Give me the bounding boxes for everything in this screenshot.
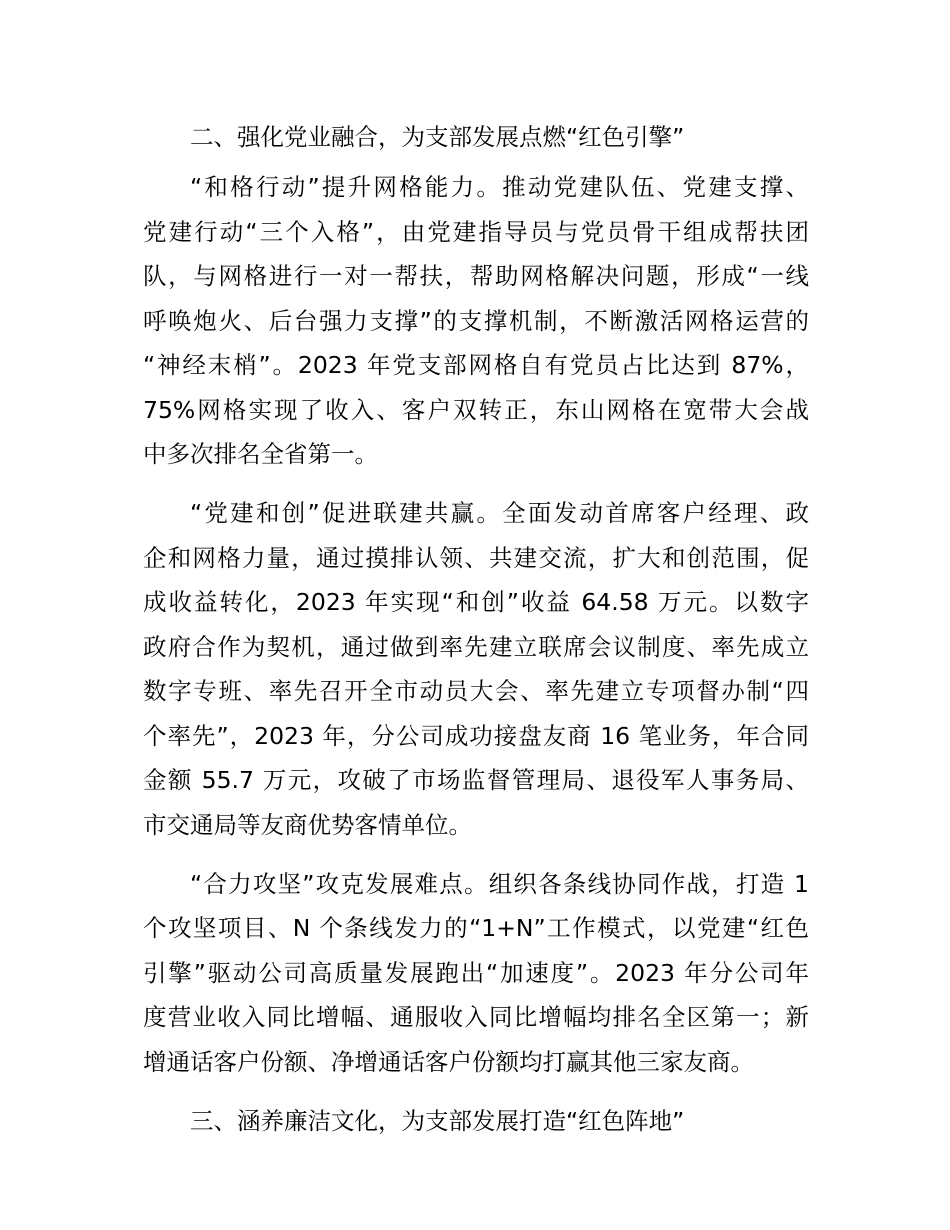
text-line: “合力攻坚”攻克发展难点。组织各条线协同作战，打造 1 xyxy=(190,869,809,898)
text-line: 呼唤炮火、后台强力支撑”的支撑机制，不断激活网格运营的 xyxy=(143,306,809,335)
text-line: 市交通局等友商优势客情单位。 xyxy=(143,810,472,839)
section-heading-3: 三、涵养廉洁文化，为支部发展打造“红色阵地” xyxy=(190,1106,685,1135)
text-line: 增通话客户份额、净增通话客户份额均打赢其他三家友商。 xyxy=(143,1047,754,1076)
text-line: 75%网格实现了收入、客户双转正，东山网格在宽带大会战 xyxy=(143,395,809,424)
text-line: 中多次排名全省第一。 xyxy=(143,440,378,468)
text-line: 成收益转化，2023 年实现“和创”收益 64.58 万元。以数字 xyxy=(143,588,809,616)
paragraph-party-building-cocreation xyxy=(143,491,809,847)
text-line: 队，与网格进行一对一帮扶，帮助网格解决问题，形成“一线 xyxy=(143,262,809,290)
text-line: “和格行动”提升网格能力。推动党建队伍、党建支撑、 xyxy=(190,173,809,201)
text-line: 个攻坚项目、N 个条线发力的“1+N”工作模式，以党建“红色 xyxy=(143,914,809,942)
paragraph-grid-action xyxy=(143,165,809,477)
text-line: 数字专班、率先召开全市动员大会、率先建立专项督办制“四 xyxy=(143,677,809,705)
text-line: 政府合作为契机，通过做到率先建立联席会议制度、率先成立 xyxy=(143,632,809,661)
text-line: 企和网格力量，通过摸排认领、共建交流，扩大和创范围，促 xyxy=(143,543,809,572)
text-line: 个率先”，2023 年，分公司成功接盘友商 16 笔业务，年合同 xyxy=(143,721,809,750)
section-heading-2: 二、强化党业融合，为支部发展点燃“红色引擎” xyxy=(190,123,685,151)
text-line: “党建和创”促进联建共赢。全面发动首席客户经理、政 xyxy=(190,499,809,527)
text-line: 金额 55.7 万元，攻破了市场监督管理局、退役军人事务局、 xyxy=(143,766,809,794)
document-page xyxy=(143,115,809,1143)
text-line: 党建行动“三个入格”，由党建指导员与党员骨干组成帮扶团 xyxy=(143,217,809,246)
paragraph-joint-tackling xyxy=(143,862,809,1085)
text-line: 引擎”驱动公司高质量发展跑出“加速度”。2023 年分公司年 xyxy=(143,958,809,987)
text-line: “神经末梢”。2023 年党支部网格自有党员占比达到 87%， xyxy=(143,351,809,379)
text-line: 度营业收入同比增幅、通服收入同比增幅均排名全区第一；新 xyxy=(143,1003,809,1031)
